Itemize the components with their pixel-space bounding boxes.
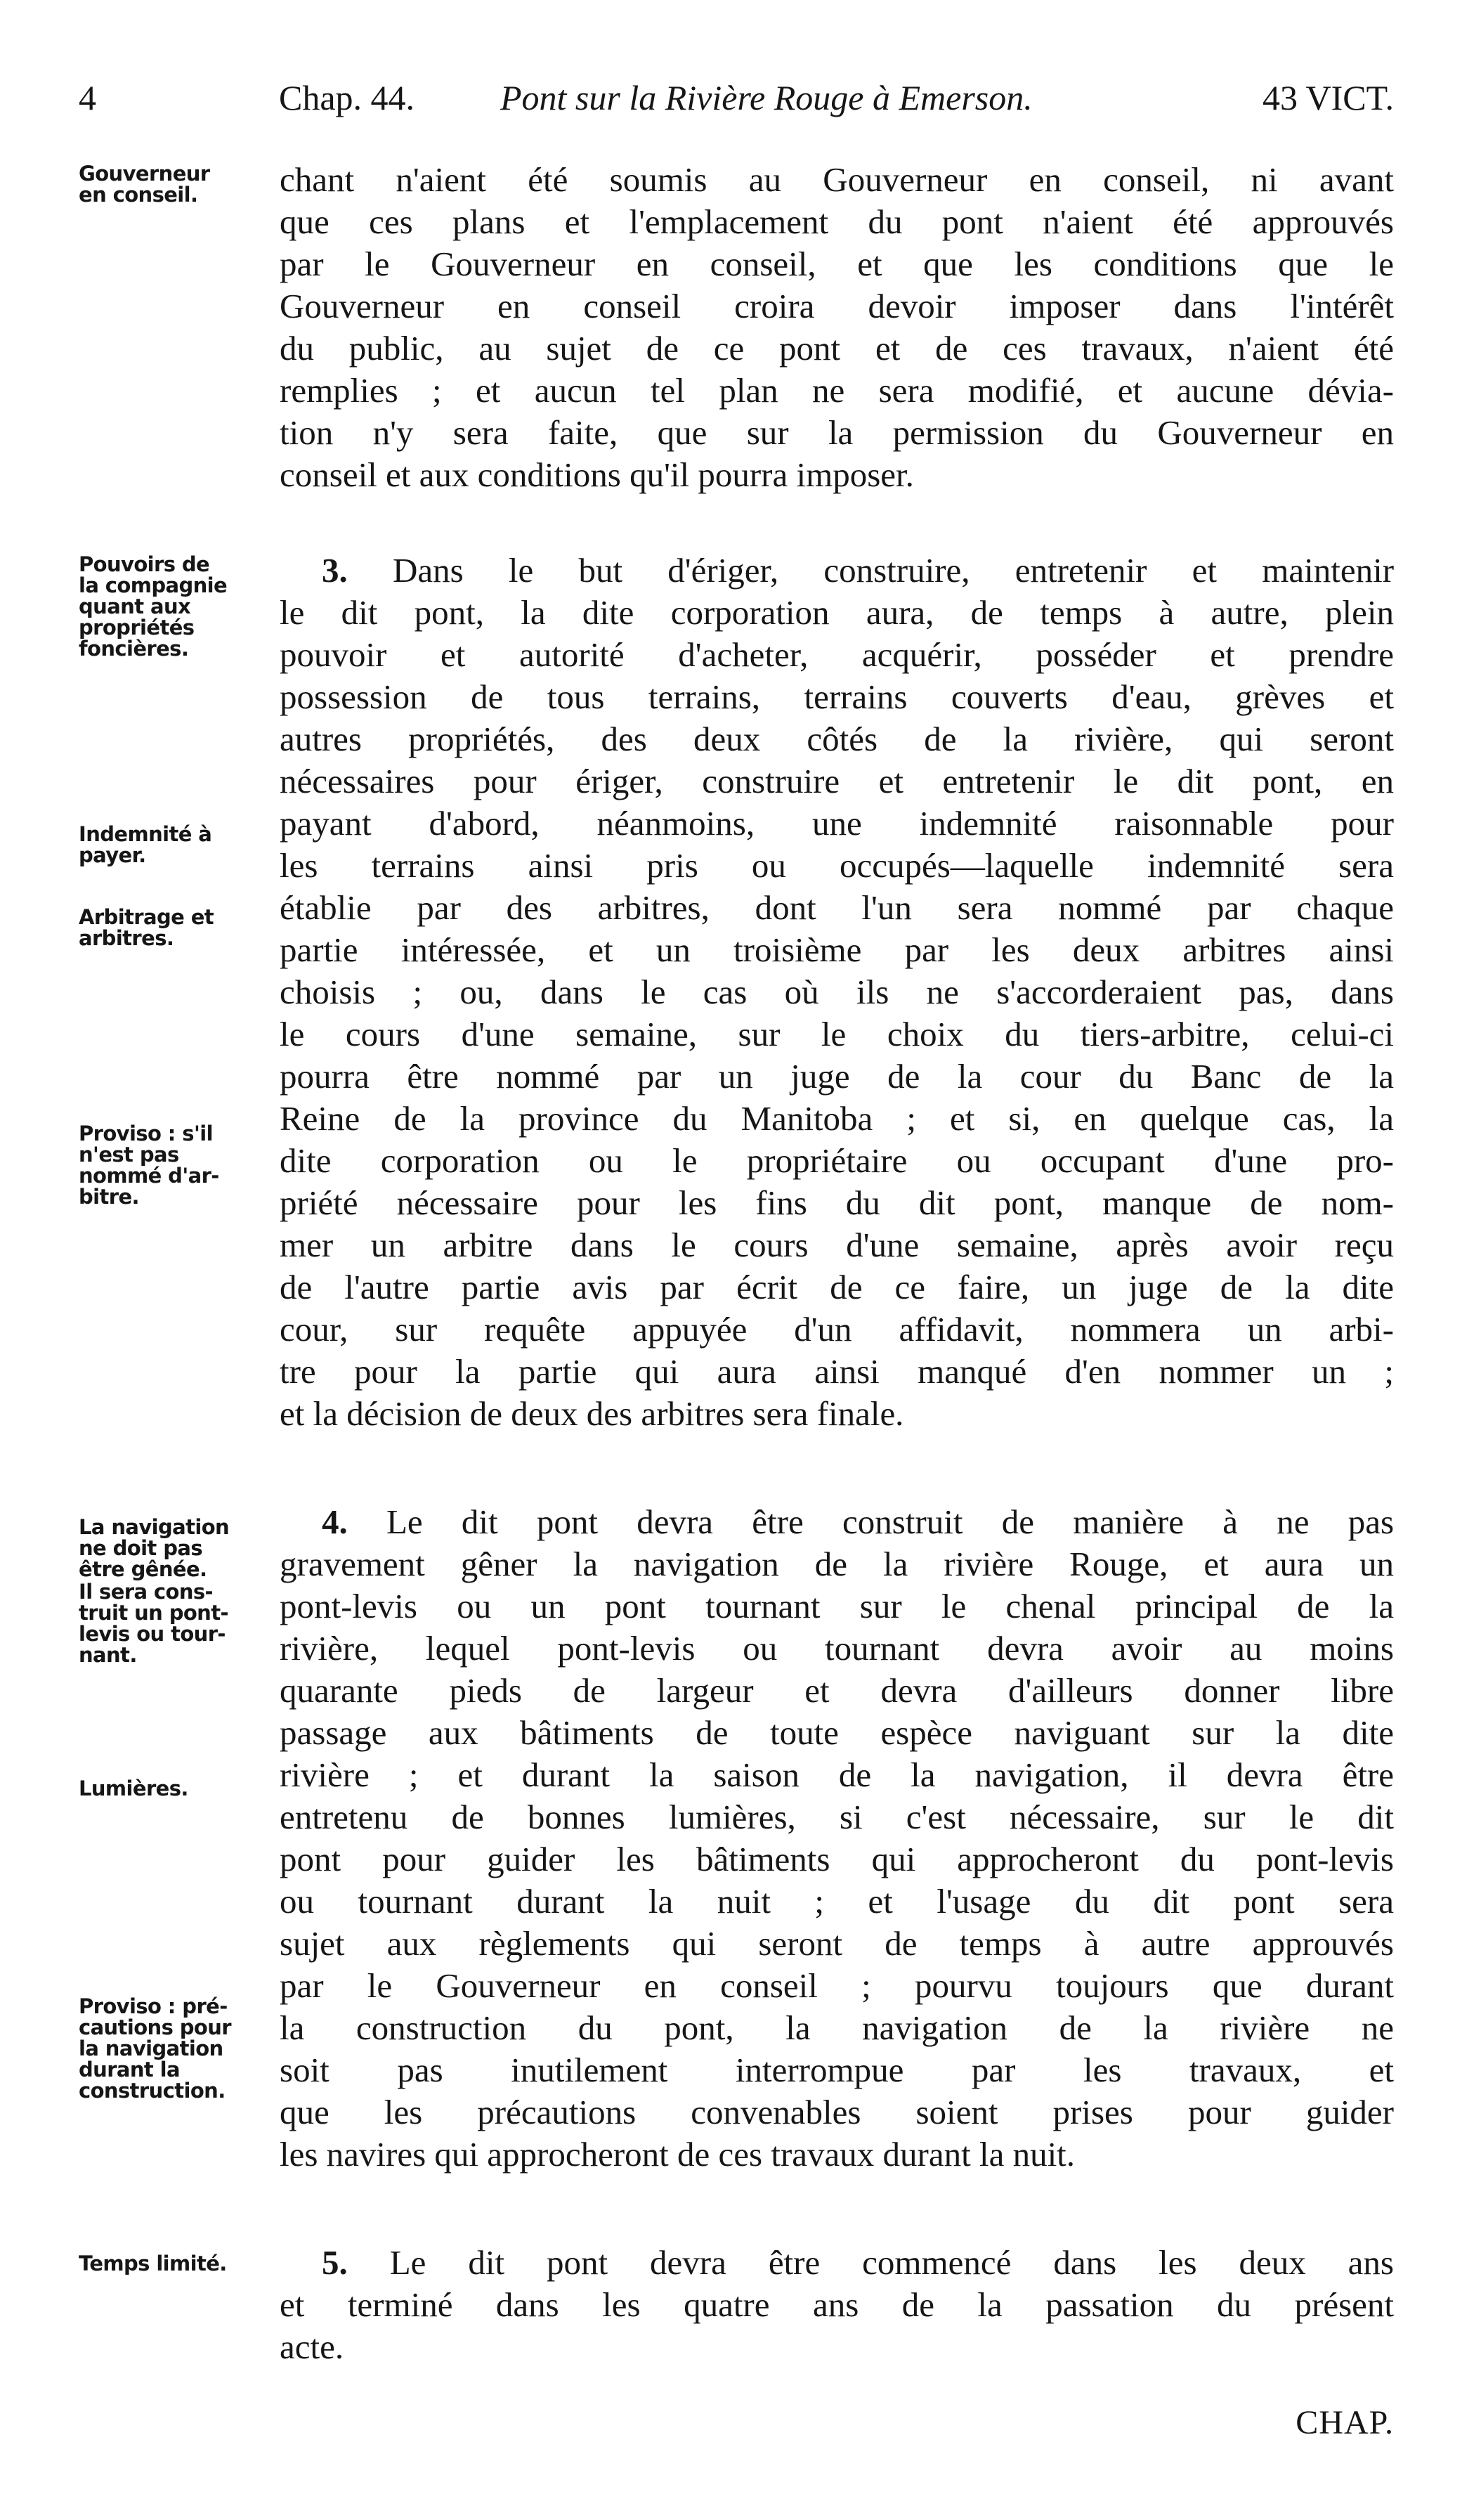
margin-note-line: nommé d'ar- [79,1164,219,1188]
section-number: 4. [322,1502,348,1541]
regnal-year: 43 VICT. [1262,78,1394,117]
page-number: 4 [79,78,96,117]
body-text: Le dit pont devra être commencé dans les deux ans [389,2243,1394,2282]
margin-note-line: construction. [79,2079,226,2103]
margin-note-line: être gênée. [79,1557,207,1581]
body-line: par le Gouverneur en conseil, et que les conditions que le [280,245,1394,283]
margin-note-line: nant. [79,1643,137,1667]
margin-note-line: Arbitrage et [79,905,214,929]
body-line: la construction du pont, la navigation de la rivière ne [280,2008,1394,2047]
margin-note-line: arbitres. [79,926,174,950]
body-line: tre pour la partie qui aura ainsi manqué d'en nommer un ; [280,1352,1394,1391]
margin-note-proviso-arbitre [79,1123,268,1207]
body-line: les navires qui approcheront de ces travaux durant la nuit. [280,2135,1076,2174]
margin-note-line: la compagnie [79,573,228,597]
body-line: les terrains ainsi pris ou occupés—laquelle indemnité sera [280,846,1394,885]
margin-note-lumieres [79,1778,268,1799]
margin-note-line: payer. [79,843,146,867]
body-line: par le Gouverneur en conseil ; pourvu toujours que durant [280,1966,1394,2005]
margin-note-line: la navigation [79,2037,223,2060]
margin-note-line: n'est pas [79,1143,179,1167]
running-header [79,73,1394,122]
margin-note-navigation [79,1516,268,1580]
body-line: gravement gêner la navigation de la rivière Rouge, et aura un [280,1545,1394,1583]
body-line: possession de tous terrains, terrains couverts d'eau, grèves et [280,677,1394,716]
margin-note-line: Temps limité. [79,2252,227,2275]
margin-note-line: foncières. [79,637,189,661]
body-line: et la décision de deux des arbitres sera finale. [280,1394,904,1433]
margin-note-line: Gouverneur [79,162,210,186]
section-4-first-line [322,1501,1394,1543]
body-line: tion n'y sera faite, que sur la permission du Gouverneur en [280,413,1394,452]
margin-note-line: La navigation [79,1515,230,1539]
margin-note-line: truit un pont- [79,1601,228,1625]
body-line: sujet aux règlements qui seront de temps à autre approuvés [280,1924,1394,1963]
margin-note-line: en conseil. [79,183,198,207]
catchword: CHAP. [1296,2404,1394,2441]
body-line: pont pour guider les bâtiments qui approcheront du pont-levis [280,1840,1394,1878]
body-line: rivière, lequel pont-levis ou tournant devra avoir au moins [280,1629,1394,1668]
body-line: Reine de la province du Manitoba ; et si, en quelque cas, la [280,1099,1394,1138]
body-line: mer un arbitre dans le cours d'une semaine, après avoir reçu [280,1226,1394,1264]
body-line: soit pas inutilement interrompue par les travaux, et [280,2051,1394,2089]
body-text: Dans le but d'ériger, construire, entretenir et maintenir [392,551,1395,590]
margin-note-line: ne doit pas [79,1536,202,1560]
margin-note-line: Pouvoirs de [79,552,210,576]
body-line: quarante pieds de largeur et devra d'ailleurs donner libre [280,1671,1394,1710]
margin-note-line: Indemnité à [79,822,212,846]
body-line: pont-levis ou un pont tournant sur le chenal principal de la [280,1587,1394,1625]
body-line: nécessaires pour ériger, construire et entretenir le dit pont, en [280,762,1394,800]
chapter-label: Chap. 44. [279,78,415,117]
margin-note-line: quant aux [79,595,191,618]
body-line: que les précautions convenables soient prises pour guider [280,2093,1394,2131]
body-line: choisis ; ou, dans le cas où ils ne s'accorderaient pas, dans [280,973,1394,1011]
body-line: établie par des arbitres, dont l'un sera nommé par chaque [280,888,1394,927]
section-number: 5. [322,2243,348,2282]
body-line: le cours d'une semaine, sur le choix du tiers-arbitre, celui-ci [280,1015,1394,1053]
section-3-first-line [322,550,1394,592]
margin-note-line: Lumières. [79,1777,188,1800]
body-line: entretenu de bonnes lumières, si c'est nécessaire, sur le dit [280,1798,1394,1836]
body-line: de l'autre partie avis par écrit de ce faire, un juge de la dite [280,1268,1394,1306]
margin-note-temps [79,2253,268,2274]
margin-note-pont-levis [79,1581,268,1665]
body-line: Gouverneur en conseil croira devoir imposer dans l'intérêt [280,287,1394,325]
body-line: payant d'abord, néanmoins, une indemnité raisonnable pour [280,804,1394,843]
margin-note-proviso-precautions [79,1996,268,2101]
margin-note-line: durant la [79,2058,180,2081]
body-line: et terminé dans les quatre ans de la passation du présent [280,2285,1394,2324]
margin-note-arbitrage [79,907,268,949]
section-5-first-line [322,2242,1394,2284]
section-number: 3. [322,551,348,590]
body-line: partie intéressée, et un troisième par les deux arbitres ainsi [280,930,1394,969]
body-line: rivière ; et durant la saison de la navigation, il devra être [280,1755,1394,1794]
margin-note-gouverneur [79,163,268,205]
margin-note-pouvoirs [79,554,268,659]
margin-note-line: Proviso : s'il [79,1122,213,1145]
margin-note-line: Proviso : pré- [79,1994,228,2018]
body-line: que ces plans et l'emplacement du pont n'aient été approuvés [280,202,1394,241]
body-line: du public, au sujet de ce pont et de ces travaux, n'aient été [280,329,1394,368]
margin-note-indemnite [79,824,268,866]
margin-note-line: Il sera cons- [79,1580,213,1604]
running-title: Pont sur la Rivière Rouge à Emerson. [500,78,1033,117]
body-text: Le dit pont devra être construit de manière à ne pas [386,1502,1395,1541]
body-line: passage aux bâtiments de toute espèce naviguant sur la dite [280,1713,1394,1752]
margin-note-line: bitre. [79,1185,139,1209]
margin-note-line: levis ou tour- [79,1622,226,1646]
body-line: le dit pont, la dite corporation aura, de temps à autre, plein [280,593,1394,632]
body-line: dite corporation ou le propriétaire ou occupant d'une pro- [280,1141,1394,1180]
body-line: pouvoir et autorité d'acheter, acquérir, posséder et prendre [280,635,1394,674]
body-line: remplies ; et aucun tel plan ne sera modifié, et aucune dévia- [280,371,1394,410]
body-line: chant n'aient été soumis au Gouverneur en conseil, ni avant [280,160,1394,199]
body-line: autres propriétés, des deux côtés de la rivière, qui seront [280,720,1394,758]
body-line: priété nécessaire pour les fins du dit pont, manque de nom- [280,1183,1394,1222]
body-line: cour, sur requête appuyée d'un affidavit, nommera un arbi- [280,1310,1394,1349]
body-line: ou tournant durant la nuit ; et l'usage du dit pont sera [280,1882,1394,1921]
body-line: conseil et aux conditions qu'il pourra imposer. [280,455,914,494]
margin-note-line: propriétés [79,616,195,639]
body-line: pourra être nommé par un juge de la cour du Banc de la [280,1057,1394,1096]
margin-note-line: cautions pour [79,2015,231,2039]
body-line: acte. [280,2327,344,2366]
